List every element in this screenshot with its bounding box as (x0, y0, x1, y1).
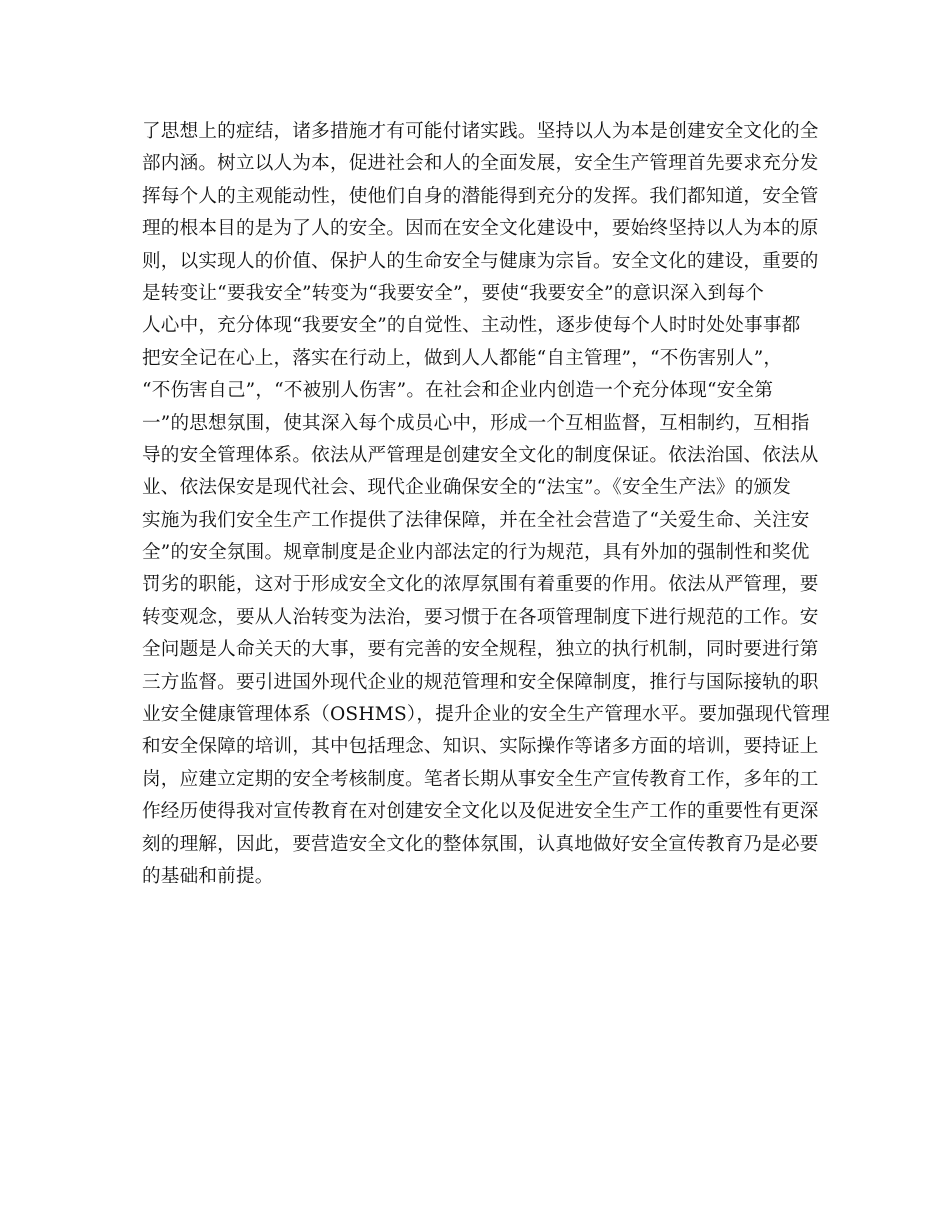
text-line: “不伤害自己”，“不被别人伤害”。在社会和企业内创造一个充分体现“安全第 (142, 380, 774, 402)
text-line: 和安全保障的培训，其中包括理念、知识、实际操作等诸多方面的培训，要持证上 (142, 736, 819, 758)
text-line: 转变观念，要从人治转变为法治，要习惯于在各项管理制度下进行规范的工作。安 (142, 606, 819, 628)
text-line: 刻的理解，因此，要营造安全文化的整体氛围，认真地做好安全宣传教育乃是必要 (142, 833, 819, 855)
text-line: 岗，应建立定期的安全考核制度。笔者长期从事安全生产宣传教育工作，多年的工 (142, 768, 819, 790)
text-line: 的基础和前提。 (142, 865, 274, 887)
text-line: 三方监督。要引进国外现代企业的规范管理和安全保障制度，推行与国际接轨的职 (142, 671, 819, 693)
text-line: 是转变让“要我安全”转变为“我要安全”，要使“我要安全”的意识深入到每个 (142, 282, 765, 304)
text-line: 全问题是人命关天的大事，要有完善的安全规程，独立的执行机制，同时要进行第 (142, 639, 819, 661)
text-line: 作经历使得我对宣传教育在对创建安全文化以及促进安全生产工作的重要性有更深 (142, 801, 819, 823)
text-line: 实施为我们安全生产工作提供了法律保障，并在全社会营造了“关爱生命、关注安 (142, 509, 810, 531)
text-line: 人心中，充分体现“我要安全”的自觉性、主动性，逐步使每个人时时处处事事都 (142, 315, 801, 337)
text-line: 理的根本目的是为了人的安全。因而在安全文化建设中，要始终坚持以人为本的原 (142, 218, 819, 240)
text-line: 一”的思想氛围，使其深入每个成员心中，形成一个互相监督，互相制约，互相指 (142, 412, 810, 434)
text-line: 了思想上的症结，诸多措施才有可能付诸实践。坚持以人为本是创建安全文化的全 (142, 121, 819, 142)
text-line: 罚劣的职能，这对于形成安全文化的浓厚氛围有着重要的作用。依法从严管理，要 (142, 574, 819, 596)
text-line: 则，以实现人的价值、保护人的生命安全与健康为宗旨。安全文化的建设，重要的 (142, 250, 819, 272)
text-line: 部内涵。树立以人为本，促进社会和人的全面发展，安全生产管理首先要求充分发 (142, 153, 819, 175)
text-line: 全”的安全氛围。规章制度是企业内部法定的行为规范，具有外加的强制性和奖优 (142, 542, 810, 564)
text-line: 挥每个人的主观能动性，使他们自身的潜能得到充分的发挥。我们都知道，安全管 (142, 185, 819, 207)
text-line: 业安全健康管理体系（OSHMS），提升企业的安全生产管理水平。要加强现代管理 (142, 704, 830, 726)
text-line: 导的安全管理体系。依法从严管理是创建安全文化的制度保证。依法治国、依法从 (142, 444, 819, 466)
body-paragraph (142, 116, 830, 893)
text-line: 把安全记在心上，落实在行动上，做到人人都能“自主管理”，“不伤害别人”， (142, 347, 783, 369)
text-line: 业、依法保安是现代社会、现代企业确保安全的“法宝”。《安全生产法》的颁发 (142, 477, 792, 499)
